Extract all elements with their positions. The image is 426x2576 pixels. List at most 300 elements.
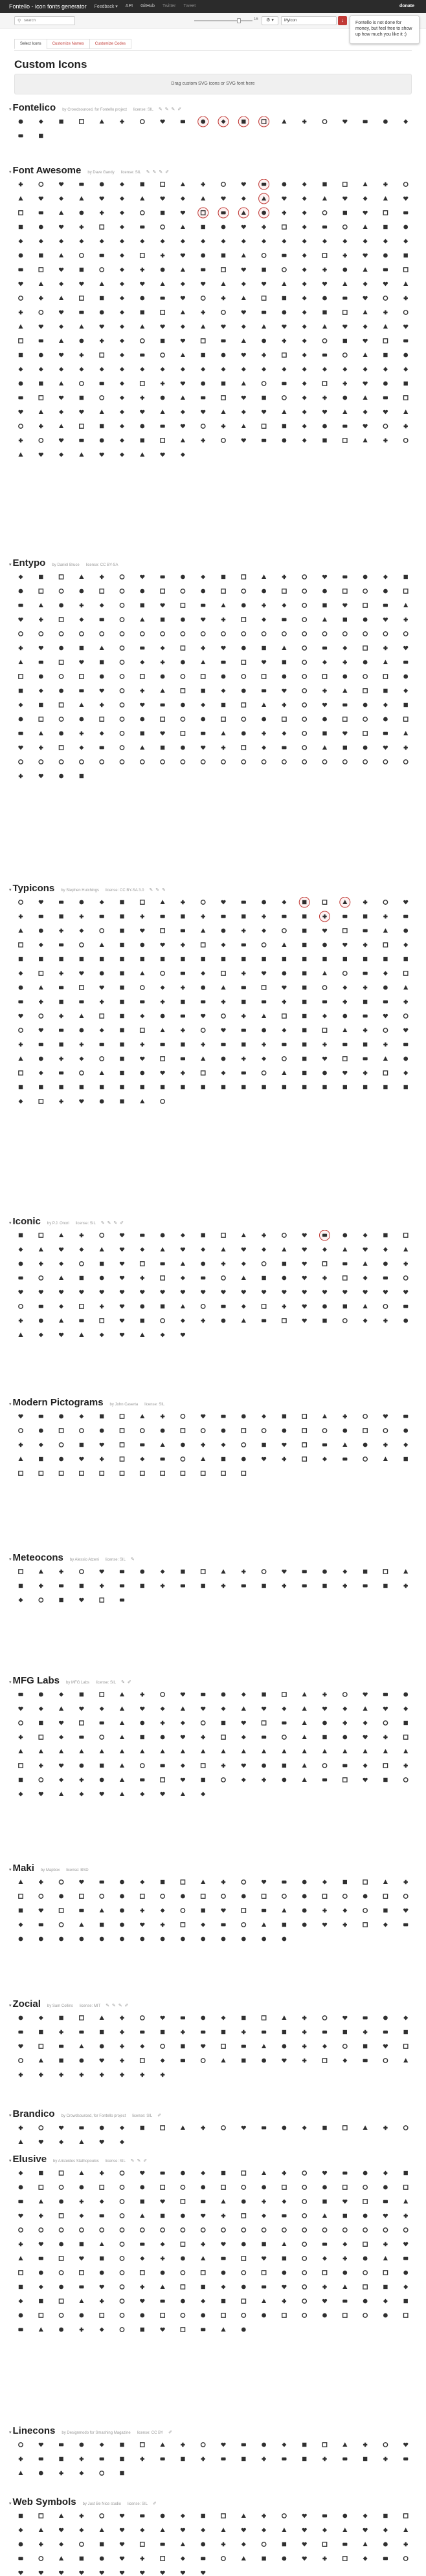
glyph-cell[interactable]	[100, 396, 104, 400]
glyph-cell[interactable]	[18, 2139, 23, 2144]
glyph-cell[interactable]	[302, 1777, 307, 1782]
glyph-cell[interactable]	[120, 731, 124, 735]
glyph-cell[interactable]	[80, 211, 84, 215]
glyph-cell[interactable]	[383, 2031, 388, 2034]
glyph-cell[interactable]	[238, 208, 249, 218]
section-title[interactable]: Linecons	[12, 2425, 56, 2436]
glyph-cell[interactable]	[201, 957, 205, 961]
glyph-cell[interactable]	[322, 2528, 327, 2533]
glyph-cell[interactable]	[221, 646, 225, 651]
glyph-cell[interactable]	[201, 353, 205, 357]
glyph-cell[interactable]	[262, 1764, 266, 1768]
glyph-cell[interactable]	[241, 1085, 245, 1089]
glyph-cell[interactable]	[201, 943, 205, 947]
glyph-cell[interactable]	[18, 660, 23, 664]
glyph-cell[interactable]	[363, 575, 368, 579]
glyph-cell[interactable]	[59, 1429, 63, 1433]
glyph-cell[interactable]	[343, 1319, 347, 1323]
glyph-cell[interactable]	[241, 944, 246, 947]
glyph-cell[interactable]	[282, 689, 286, 693]
icon-size-slider[interactable]	[194, 20, 252, 21]
glyph-cell[interactable]	[322, 2171, 327, 2176]
glyph-cell[interactable]	[161, 2126, 164, 2130]
glyph-cell[interactable]	[322, 617, 327, 622]
glyph-cell[interactable]	[19, 1598, 23, 1603]
glyph-cell[interactable]	[201, 732, 205, 735]
glyph-cell[interactable]	[241, 1304, 246, 1309]
glyph-cell[interactable]	[383, 1014, 388, 1019]
glyph-cell[interactable]	[241, 239, 246, 244]
glyph-cell[interactable]	[221, 1014, 225, 1018]
glyph-cell[interactable]	[404, 2185, 408, 2189]
glyph-cell[interactable]	[241, 731, 246, 736]
glyph-cell[interactable]	[383, 986, 388, 990]
glyph-cell[interactable]	[302, 2557, 307, 2561]
glyph-cell[interactable]	[140, 971, 144, 975]
glyph-cell[interactable]	[181, 2328, 185, 2332]
glyph-cell[interactable]	[282, 1319, 286, 1323]
glyph-cell[interactable]	[140, 324, 144, 329]
glyph-cell[interactable]	[39, 2030, 43, 2034]
glyph-cell[interactable]	[181, 1570, 185, 1574]
glyph-cell[interactable]	[120, 1706, 124, 1711]
glyph-cell[interactable]	[39, 1569, 43, 1574]
glyph-cell[interactable]	[302, 760, 306, 764]
glyph-cell[interactable]	[302, 296, 307, 301]
glyph-cell[interactable]	[120, 225, 124, 230]
glyph-cell[interactable]	[18, 135, 23, 138]
glyph-cell[interactable]	[221, 310, 225, 314]
glyph-cell[interactable]	[80, 589, 84, 594]
glyph-cell[interactable]	[39, 2073, 43, 2077]
glyph-cell[interactable]	[282, 2299, 286, 2303]
glyph-cell[interactable]	[181, 2228, 185, 2232]
glyph-cell[interactable]	[241, 2016, 245, 2020]
glyph-cell[interactable]	[342, 396, 347, 400]
glyph-cell[interactable]	[39, 1457, 43, 1461]
glyph-cell[interactable]	[383, 211, 387, 215]
glyph-cell[interactable]	[120, 339, 124, 343]
glyph-cell[interactable]	[383, 1262, 388, 1266]
glyph-cell[interactable]	[322, 2044, 327, 2049]
glyph-cell[interactable]	[59, 2228, 63, 2232]
section-title[interactable]: Font Awesome	[12, 165, 82, 176]
glyph-cell[interactable]	[181, 1778, 185, 1782]
glyph-cell[interactable]	[262, 2185, 266, 2190]
glyph-cell[interactable]	[363, 2185, 367, 2189]
glyph-cell[interactable]	[59, 1570, 63, 1574]
glyph-cell[interactable]	[342, 603, 347, 608]
glyph-cell[interactable]	[120, 1443, 124, 1447]
glyph-cell[interactable]	[181, 1233, 185, 1238]
glyph-cell[interactable]	[302, 339, 307, 343]
glyph-cell[interactable]	[120, 1000, 124, 1004]
glyph-cell[interactable]	[140, 1471, 144, 1475]
glyph-cell[interactable]	[181, 1414, 185, 1418]
glyph-cell[interactable]	[342, 2200, 347, 2204]
glyph-cell[interactable]	[100, 1304, 104, 1308]
glyph-cell[interactable]	[282, 382, 286, 385]
glyph-cell[interactable]	[262, 1570, 265, 1574]
glyph-cell[interactable]	[100, 1085, 104, 1089]
glyph-cell[interactable]	[39, 575, 43, 579]
glyph-cell[interactable]	[59, 1735, 63, 1740]
glyph-cell[interactable]	[363, 943, 367, 947]
glyph-cell[interactable]	[241, 703, 245, 707]
glyph-cell[interactable]	[19, 703, 23, 708]
glyph-cell[interactable]	[221, 1894, 225, 1898]
glyph-cell[interactable]	[79, 689, 84, 693]
glyph-cell[interactable]	[241, 760, 245, 764]
glyph-cell[interactable]	[100, 1028, 104, 1033]
glyph-cell[interactable]	[302, 2242, 306, 2246]
glyph-cell[interactable]	[201, 239, 205, 244]
glyph-cell[interactable]	[100, 1471, 104, 1475]
glyph-cell[interactable]	[39, 1909, 43, 1913]
glyph-cell[interactable]	[404, 296, 408, 300]
glyph-cell[interactable]	[221, 2527, 225, 2532]
glyph-cell[interactable]	[342, 281, 347, 286]
glyph-cell[interactable]	[302, 646, 306, 650]
glyph-cell[interactable]	[343, 182, 347, 186]
glyph-cell[interactable]	[80, 1429, 84, 1433]
glyph-cell[interactable]	[363, 1880, 367, 1884]
glyph-cell[interactable]	[282, 675, 287, 679]
glyph-cell[interactable]	[39, 603, 43, 607]
glyph-cell[interactable]	[302, 2313, 306, 2317]
section-title[interactable]: Zocial	[12, 1998, 41, 2009]
glyph-cell[interactable]	[221, 382, 225, 385]
glyph-cell[interactable]	[181, 339, 185, 343]
glyph-cell[interactable]	[140, 2171, 144, 2176]
glyph-cell[interactable]	[282, 618, 286, 622]
glyph-cell[interactable]	[322, 410, 327, 415]
glyph-cell[interactable]	[39, 1937, 43, 1942]
glyph-cell[interactable]	[241, 410, 246, 415]
glyph-cell[interactable]	[140, 382, 144, 385]
glyph-cell[interactable]	[140, 589, 144, 594]
glyph-cell[interactable]	[383, 1290, 388, 1295]
glyph-cell[interactable]	[80, 1721, 84, 1725]
glyph-cell[interactable]	[19, 424, 23, 428]
glyph-cell[interactable]	[161, 1778, 164, 1782]
section-title[interactable]: Meteocons	[12, 1552, 63, 1563]
glyph-cell[interactable]	[322, 1319, 326, 1323]
glyph-cell[interactable]	[343, 1000, 347, 1004]
glyph-cell[interactable]	[322, 2185, 327, 2190]
glyph-cell[interactable]	[302, 2542, 307, 2547]
glyph-cell[interactable]	[302, 1043, 306, 1046]
glyph-cell[interactable]	[120, 2514, 124, 2518]
glyph-cell[interactable]	[80, 646, 84, 650]
glyph-cell[interactable]	[79, 1922, 84, 1927]
glyph-cell[interactable]	[262, 2528, 266, 2533]
glyph-cell[interactable]	[39, 2242, 43, 2247]
glyph-cell[interactable]	[100, 915, 104, 918]
glyph-cell[interactable]	[241, 197, 246, 201]
glyph-cell[interactable]	[322, 1276, 326, 1280]
glyph-cell[interactable]	[241, 1429, 245, 1433]
glyph-cell[interactable]	[80, 1233, 84, 1237]
glyph-cell[interactable]	[19, 225, 23, 229]
glyph-cell[interactable]	[140, 617, 144, 622]
glyph-cell[interactable]	[343, 1721, 347, 1725]
glyph-cell[interactable]	[282, 603, 286, 608]
glyph-cell[interactable]	[363, 1778, 367, 1782]
glyph-cell[interactable]	[100, 1894, 104, 1898]
glyph-cell[interactable]	[80, 2328, 84, 2332]
glyph-cell[interactable]	[161, 1570, 165, 1574]
glyph-cell[interactable]	[302, 1028, 306, 1032]
glyph-cell[interactable]	[282, 424, 286, 428]
brand-title[interactable]: Fontello - icon fonts generator	[9, 3, 87, 10]
glyph-cell[interactable]	[59, 746, 63, 750]
glyph-cell[interactable]	[140, 354, 144, 357]
glyph-cell[interactable]	[262, 2031, 266, 2034]
glyph-cell[interactable]	[201, 182, 205, 186]
glyph-cell[interactable]	[181, 1000, 185, 1004]
glyph-cell[interactable]	[262, 2044, 266, 2048]
glyph-cell[interactable]	[39, 120, 43, 124]
glyph-cell[interactable]	[322, 1457, 327, 1462]
glyph-cell[interactable]	[80, 1584, 84, 1588]
glyph-cell[interactable]	[120, 453, 124, 457]
glyph-cell[interactable]	[282, 1085, 286, 1089]
glyph-cell[interactable]	[79, 1749, 84, 1753]
glyph-cell[interactable]	[140, 1043, 144, 1046]
glyph-cell[interactable]	[59, 1457, 63, 1462]
section-header[interactable]	[9, 1998, 129, 2009]
glyph-cell[interactable]	[403, 689, 408, 693]
glyph-cell[interactable]	[79, 1332, 84, 1337]
glyph-cell[interactable]	[120, 760, 124, 764]
glyph-cell[interactable]	[39, 353, 43, 358]
glyph-cell[interactable]	[302, 120, 306, 124]
glyph-cell[interactable]	[302, 1585, 307, 1588]
glyph-cell[interactable]	[59, 1233, 63, 1237]
glyph-cell[interactable]	[322, 1057, 327, 1061]
glyph-cell[interactable]	[59, 325, 63, 329]
glyph-cell[interactable]	[221, 900, 225, 905]
glyph-cell[interactable]	[363, 367, 368, 372]
glyph-cell[interactable]	[403, 2016, 408, 2020]
glyph-cell[interactable]	[80, 1276, 84, 1280]
glyph-cell[interactable]	[181, 296, 185, 301]
glyph-cell[interactable]	[39, 1735, 43, 1739]
glyph-cell[interactable]	[79, 2031, 84, 2034]
glyph-cell[interactable]	[140, 182, 144, 186]
glyph-cell[interactable]	[59, 1057, 63, 1061]
glyph-cell[interactable]	[221, 1764, 225, 1768]
glyph-cell[interactable]	[79, 746, 84, 750]
glyph-cell[interactable]	[120, 1414, 124, 1418]
glyph-cell[interactable]	[161, 2514, 165, 2518]
glyph-cell[interactable]	[100, 1693, 104, 1696]
glyph-cell[interactable]	[39, 281, 43, 286]
glyph-cell[interactable]	[80, 2242, 84, 2246]
glyph-cell[interactable]	[201, 703, 205, 708]
glyph-cell[interactable]	[241, 603, 246, 608]
glyph-cell[interactable]	[342, 1735, 347, 1740]
glyph-cell[interactable]	[221, 1247, 225, 1251]
glyph-cell[interactable]	[59, 197, 63, 201]
glyph-cell[interactable]	[383, 689, 387, 693]
glyph-cell[interactable]	[221, 1909, 225, 1913]
glyph-cell[interactable]	[383, 396, 388, 400]
glyph-cell[interactable]	[221, 281, 225, 286]
glyph-cell[interactable]	[221, 2214, 225, 2218]
glyph-cell[interactable]	[18, 1693, 23, 1696]
glyph-cell[interactable]	[302, 1000, 306, 1004]
glyph-cell[interactable]	[404, 746, 408, 750]
glyph-cell[interactable]	[383, 324, 388, 329]
collapse-chevron-icon[interactable]: ▾	[9, 2004, 12, 2008]
glyph-cell[interactable]	[383, 1894, 387, 1898]
glyph-cell[interactable]	[59, 2443, 63, 2447]
glyph-cell[interactable]	[363, 1000, 367, 1004]
glyph-cell[interactable]	[221, 632, 225, 636]
glyph-cell[interactable]	[59, 367, 63, 372]
glyph-cell[interactable]	[282, 1414, 286, 1418]
glyph-cell[interactable]	[59, 2328, 63, 2332]
glyph-cell[interactable]	[282, 1028, 286, 1033]
glyph-cell[interactable]	[19, 943, 23, 947]
glyph-cell[interactable]	[79, 311, 84, 314]
glyph-cell[interactable]	[80, 1443, 84, 1447]
glyph-cell[interactable]	[221, 254, 225, 257]
glyph-cell[interactable]	[322, 1085, 326, 1089]
glyph-cell[interactable]	[262, 382, 265, 385]
glyph-cell[interactable]	[161, 1233, 165, 1238]
glyph-cell[interactable]	[100, 1722, 104, 1725]
glyph-cell[interactable]	[120, 1429, 124, 1433]
glyph-cell[interactable]	[201, 296, 205, 300]
glyph-cell[interactable]	[201, 632, 205, 636]
glyph-cell[interactable]	[262, 675, 265, 678]
glyph-cell[interactable]	[19, 1764, 23, 1768]
glyph-cell[interactable]	[282, 2458, 286, 2461]
glyph-cell[interactable]	[363, 1749, 368, 1753]
glyph-cell[interactable]	[79, 1909, 84, 1912]
glyph-cell[interactable]	[262, 1707, 266, 1711]
glyph-cell[interactable]	[262, 1319, 266, 1323]
glyph-cell[interactable]	[201, 268, 205, 272]
glyph-cell[interactable]	[404, 382, 408, 385]
glyph-cell[interactable]	[221, 1880, 225, 1884]
collapse-chevron-icon[interactable]: ▾	[9, 1680, 12, 1685]
glyph-cell[interactable]	[181, 2557, 185, 2561]
glyph-cell[interactable]	[161, 2214, 164, 2218]
glyph-cell[interactable]	[120, 1692, 124, 1696]
section-title[interactable]: Entypo	[12, 557, 46, 568]
glyph-cell[interactable]	[282, 971, 287, 976]
glyph-cell[interactable]	[383, 424, 387, 428]
glyph-cell[interactable]	[181, 1894, 185, 1899]
glyph-cell[interactable]	[181, 2059, 185, 2062]
glyph-cell[interactable]	[221, 2557, 225, 2560]
glyph-cell[interactable]	[100, 632, 104, 636]
glyph-cell[interactable]	[120, 2242, 124, 2246]
glyph-cell[interactable]	[59, 2257, 63, 2260]
glyph-cell[interactable]	[100, 746, 104, 750]
glyph-cell[interactable]	[201, 2285, 205, 2289]
glyph-cell[interactable]	[181, 2017, 185, 2020]
glyph-cell[interactable]	[100, 2257, 104, 2260]
section-header[interactable]	[9, 1863, 94, 1874]
glyph-cell[interactable]	[120, 2171, 124, 2175]
glyph-cell[interactable]	[302, 367, 307, 372]
glyph-cell[interactable]	[181, 1791, 185, 1796]
glyph-cell[interactable]	[302, 731, 306, 735]
glyph-cell[interactable]	[262, 2200, 265, 2203]
glyph-cell[interactable]	[403, 661, 408, 664]
glyph-cell[interactable]	[343, 339, 347, 343]
glyph-cell[interactable]	[100, 453, 104, 457]
glyph-cell[interactable]	[363, 717, 367, 721]
glyph-cell[interactable]	[201, 1693, 205, 1696]
glyph-cell[interactable]	[404, 254, 408, 257]
glyph-cell[interactable]	[39, 703, 43, 707]
glyph-cell[interactable]	[120, 1233, 124, 1238]
glyph-cell[interactable]	[302, 1233, 307, 1238]
glyph-cell[interactable]	[403, 900, 408, 905]
glyph-cell[interactable]	[342, 325, 347, 329]
glyph-cell[interactable]	[343, 2126, 347, 2130]
glyph-cell[interactable]	[100, 2185, 104, 2189]
glyph-cell[interactable]	[160, 943, 164, 947]
glyph-cell[interactable]	[19, 2514, 23, 2518]
glyph-cell[interactable]	[221, 1057, 226, 1061]
glyph-cell[interactable]	[160, 1792, 164, 1797]
glyph-cell[interactable]	[282, 2443, 286, 2447]
glyph-cell[interactable]	[363, 2514, 368, 2518]
glyph-cell[interactable]	[342, 2172, 347, 2175]
glyph-cell[interactable]	[403, 1707, 408, 1711]
glyph-cell[interactable]	[282, 942, 286, 947]
glyph-cell[interactable]	[262, 1304, 265, 1308]
glyph-cell[interactable]	[59, 1937, 63, 1942]
glyph-cell[interactable]	[59, 2285, 63, 2289]
glyph-cell[interactable]	[363, 900, 367, 904]
glyph-cell[interactable]	[140, 1570, 144, 1574]
glyph-cell[interactable]	[383, 703, 388, 708]
glyph-cell[interactable]	[19, 1085, 23, 1089]
glyph-cell[interactable]	[59, 1014, 63, 1018]
glyph-cell[interactable]	[100, 2458, 104, 2461]
glyph-cell[interactable]	[383, 225, 387, 229]
glyph-cell[interactable]	[100, 281, 104, 286]
glyph-cell[interactable]	[18, 2557, 23, 2560]
glyph-cell[interactable]	[181, 1429, 185, 1433]
glyph-cell[interactable]	[282, 660, 286, 664]
glyph-cell[interactable]	[383, 2059, 387, 2062]
glyph-cell[interactable]	[140, 1721, 144, 1726]
glyph-cell[interactable]	[282, 1722, 286, 1725]
glyph-cell[interactable]	[120, 1262, 124, 1266]
glyph-cell[interactable]	[59, 2542, 63, 2547]
glyph-cell[interactable]	[181, 1085, 185, 1089]
glyph-cell[interactable]	[383, 660, 388, 664]
glyph-cell[interactable]	[161, 2059, 165, 2063]
glyph-cell[interactable]	[161, 760, 164, 764]
glyph-cell[interactable]	[19, 675, 23, 678]
glyph-cell[interactable]	[302, 1290, 307, 1295]
glyph-cell[interactable]	[80, 915, 84, 918]
glyph-cell[interactable]	[201, 928, 205, 933]
glyph-cell[interactable]	[19, 1735, 23, 1739]
glyph-cell[interactable]	[282, 1570, 286, 1574]
glyph-cell[interactable]	[383, 943, 387, 947]
